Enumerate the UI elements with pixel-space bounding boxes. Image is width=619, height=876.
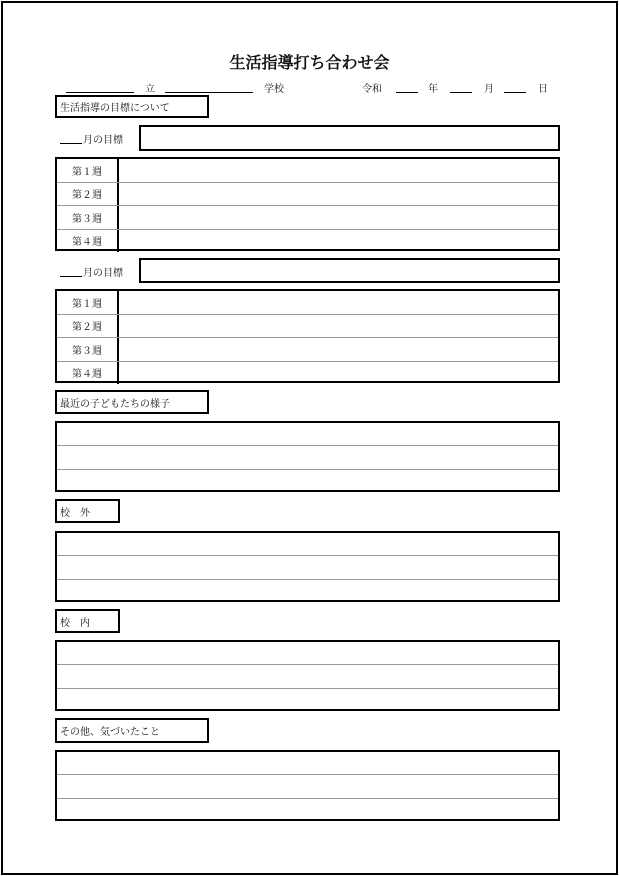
note-line <box>57 642 558 665</box>
week-cell[interactable] <box>119 183 558 206</box>
note-line <box>57 423 558 446</box>
week-row <box>57 159 558 183</box>
note-line <box>57 689 558 711</box>
note-line <box>57 446 558 469</box>
weeks-table-1 <box>55 157 560 251</box>
note-line <box>57 470 558 492</box>
section-goals-label <box>55 95 209 118</box>
week-cell[interactable] <box>119 338 558 361</box>
week-label: 第１週 <box>57 291 119 314</box>
week-cell[interactable] <box>119 159 558 182</box>
goal-month-1-field[interactable] <box>139 125 560 151</box>
note-line <box>57 556 558 579</box>
school-label: 学校 <box>264 84 284 95</box>
goal-month-2-field[interactable] <box>139 258 560 283</box>
prefecture-blank[interactable] <box>66 92 134 93</box>
section-children-label <box>55 390 209 414</box>
section-children-text: 最近の子どもたちの様子 <box>60 398 170 410</box>
week-cell[interactable] <box>119 315 558 338</box>
week-label: 第４週 <box>57 362 119 385</box>
week-label: 第１週 <box>57 159 119 182</box>
week-label: 第４週 <box>57 230 119 253</box>
week-row <box>57 362 558 385</box>
note-line <box>57 533 558 556</box>
week-row <box>57 183 558 207</box>
month-label: 月 <box>484 84 494 95</box>
week-cell[interactable] <box>119 291 558 314</box>
week-row <box>57 338 558 362</box>
month-blank[interactable] <box>450 92 472 93</box>
section-other-text: その他、気づいたこと <box>60 727 160 738</box>
section-outside-label <box>55 499 120 523</box>
section-outside-text: 校 外 <box>60 507 90 519</box>
goal-month-1-label <box>60 131 123 146</box>
year-label: 年 <box>428 84 438 95</box>
year-blank[interactable] <box>396 92 418 93</box>
page-title: 生活指導打ち合わせ会 <box>229 53 390 72</box>
note-line <box>57 580 558 602</box>
day-blank[interactable] <box>504 92 526 93</box>
goal-month-1-blank[interactable] <box>60 143 82 144</box>
section-inside-text: 校 内 <box>60 617 90 629</box>
goal-month-1-text: 月の目標 <box>83 135 123 146</box>
week-label: 第２週 <box>57 183 119 206</box>
goal-month-2-label <box>60 264 123 279</box>
note-line <box>57 775 558 798</box>
outside-notes-field[interactable] <box>55 531 560 602</box>
day-label: 日 <box>538 84 548 95</box>
week-cell[interactable] <box>119 230 558 253</box>
reiwa-label: 令和 <box>362 84 382 95</box>
ritsu-label: 立 <box>145 84 155 95</box>
inside-notes-field[interactable] <box>55 640 560 711</box>
other-notes-field[interactable] <box>55 750 560 821</box>
section-goals-text: 生活指導の目標について <box>60 103 170 114</box>
week-row <box>57 206 558 230</box>
goal-month-2-blank[interactable] <box>60 276 82 277</box>
note-line <box>57 752 558 775</box>
section-other-label <box>55 718 209 743</box>
week-label: 第２週 <box>57 315 119 338</box>
week-label: 第３週 <box>57 206 119 229</box>
week-cell[interactable] <box>119 206 558 229</box>
week-row <box>57 230 558 253</box>
section-inside-label <box>55 609 120 633</box>
goal-month-2-text: 月の目標 <box>83 268 123 279</box>
children-notes-field[interactable] <box>55 421 560 492</box>
weeks-table-2 <box>55 289 560 383</box>
week-row <box>57 315 558 339</box>
note-line <box>57 799 558 821</box>
note-line <box>57 665 558 688</box>
week-row <box>57 291 558 315</box>
week-label: 第３週 <box>57 338 119 361</box>
school-name-blank[interactable] <box>165 92 253 93</box>
week-cell[interactable] <box>119 362 558 385</box>
